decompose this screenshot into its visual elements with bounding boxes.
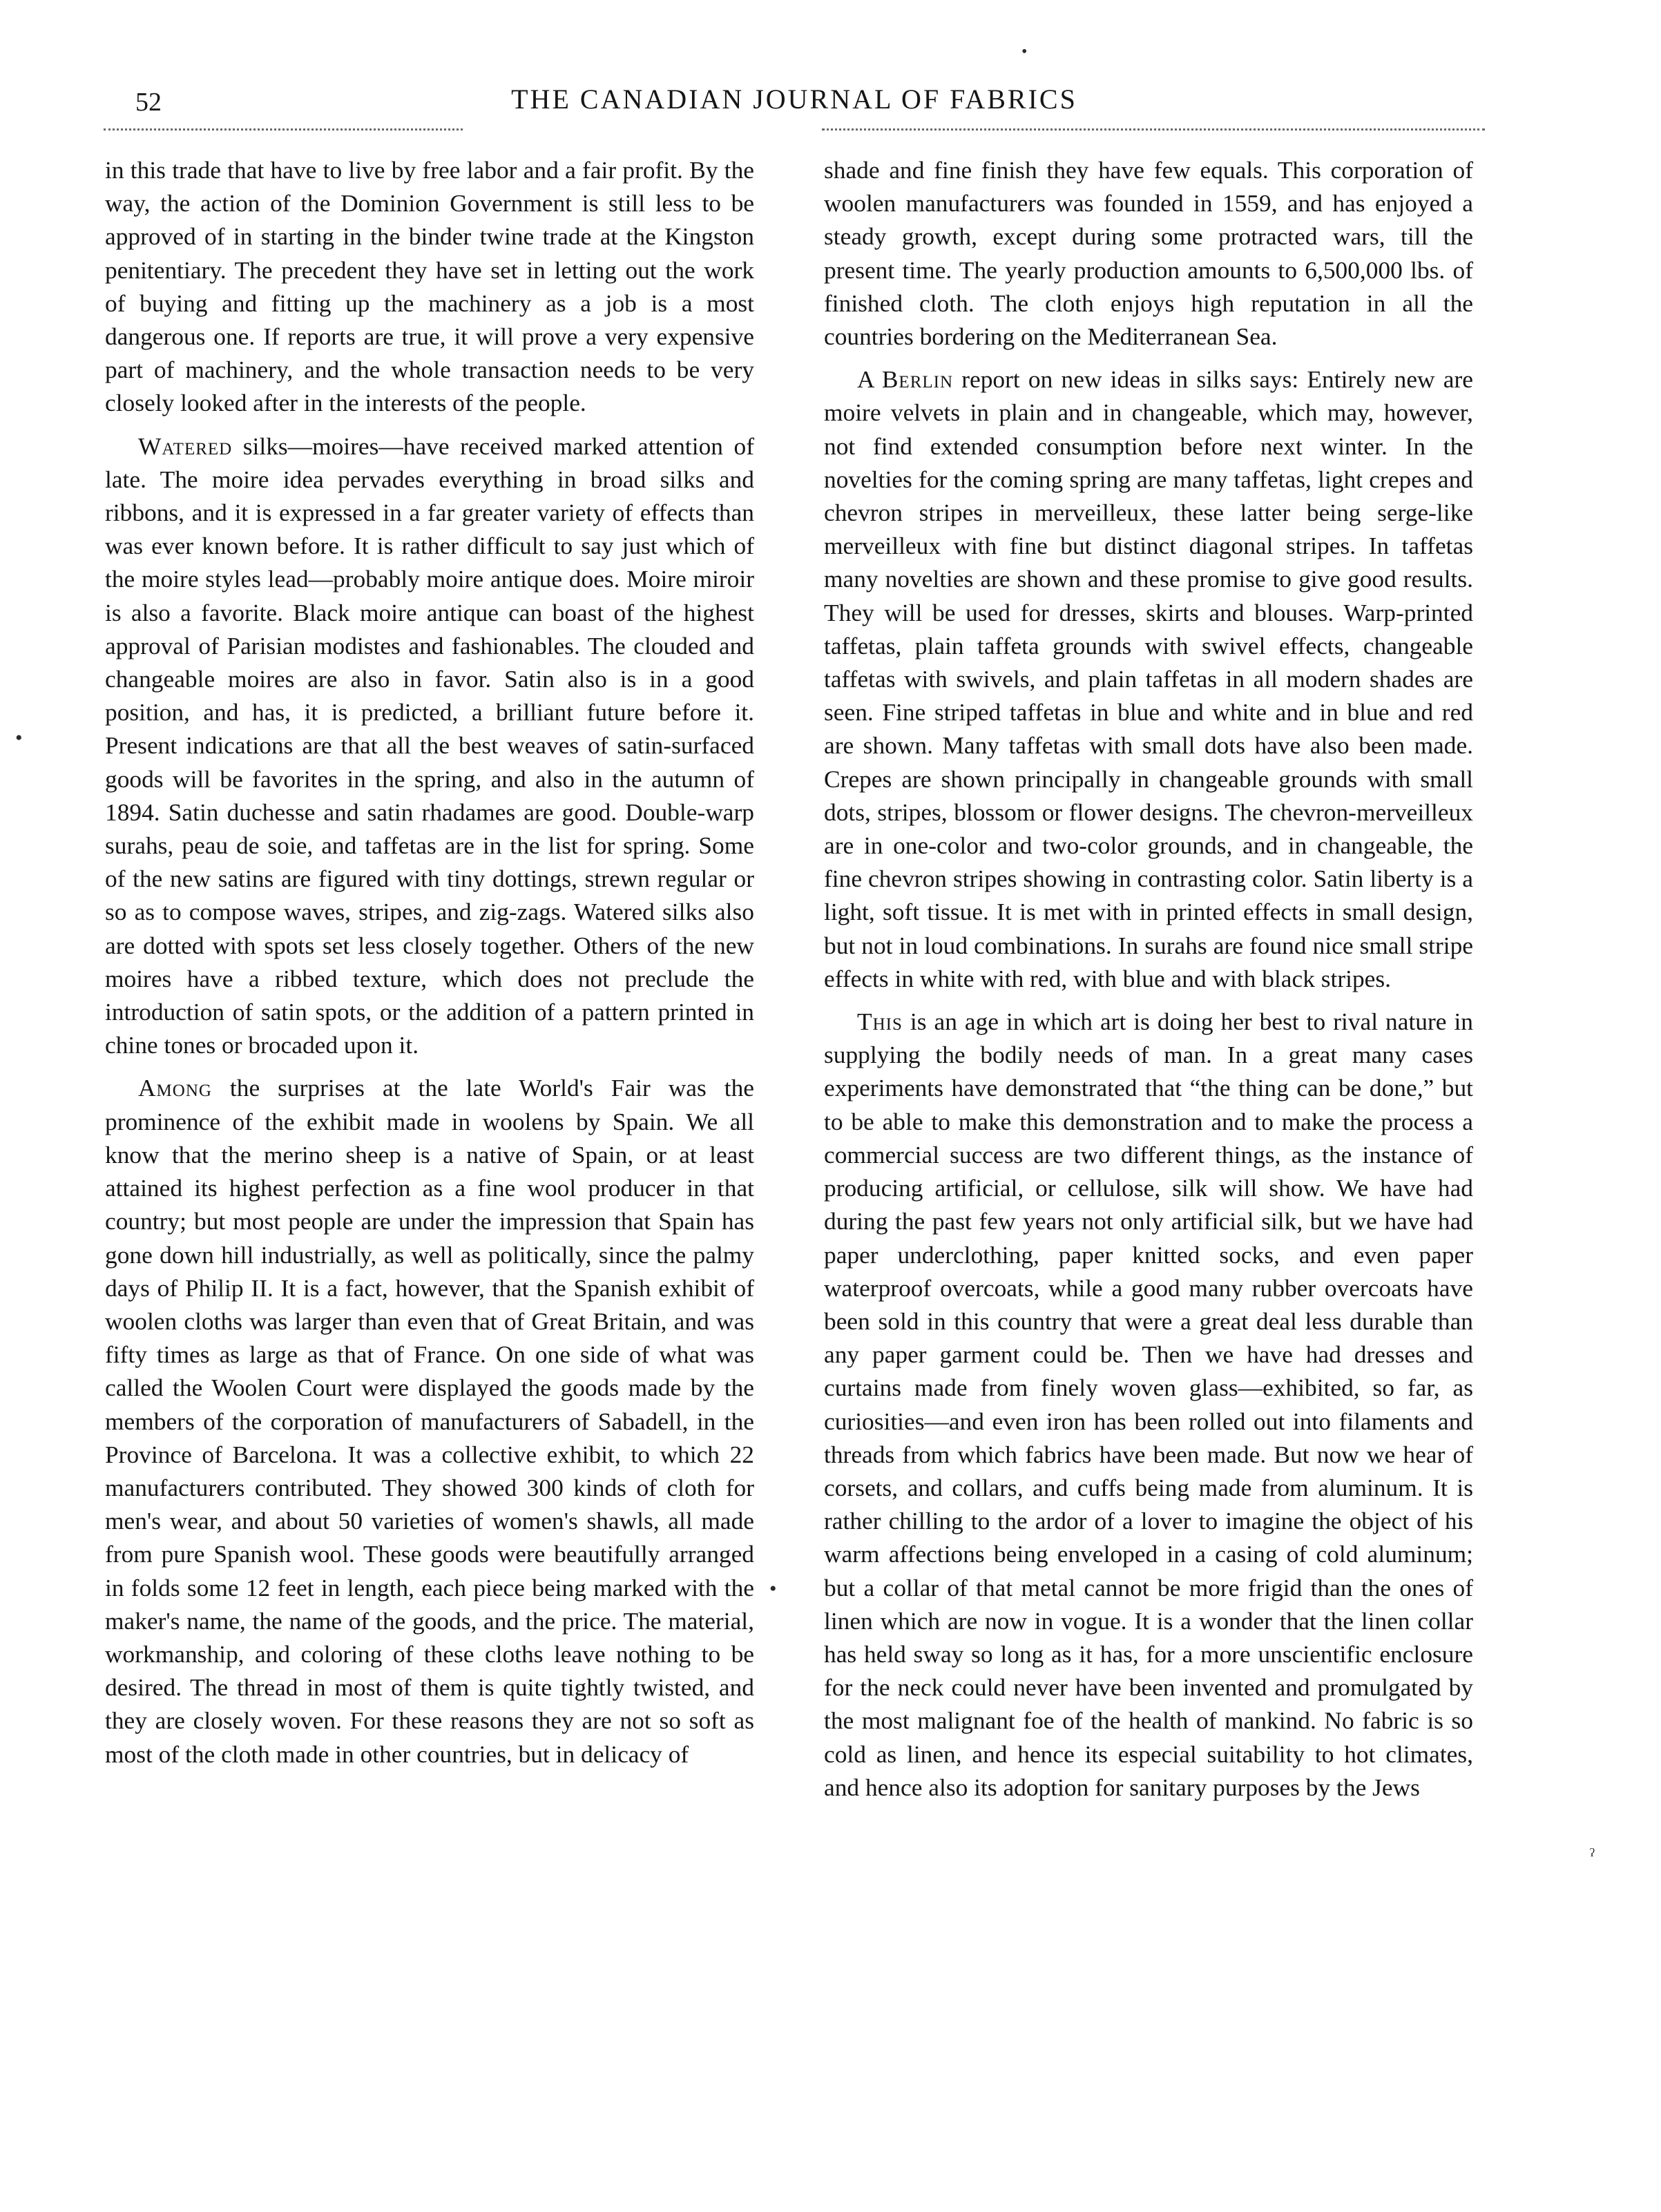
left-column bbox=[105, 153, 754, 1780]
stray-tick-mark: ˀ bbox=[1590, 1845, 1595, 1867]
paragraph-lead-word: Berlin bbox=[881, 365, 954, 394]
running-header bbox=[104, 83, 1485, 124]
page-number: 52 bbox=[135, 88, 162, 117]
paragraph-berlin-report bbox=[824, 363, 1473, 995]
paragraph-body: is an age in which art is doing her best to rival nature in supplying the bodily needs of man. In a great many cases experiments have demonstrated that “the thing can be done,” but to be able to make this demonstration and to make the process a commercial success are two different things, as the instance of producing artificial, or cellulose, silk will show. We have had during the past few years not only artificial silk, but we have had paper underclothing, paper knitted socks, and even paper waterproof overcoats, while a good many rubber overcoats have been sold in this country that were a great deal less durable than any paper garment could be. Then we have had dresses and curtains made from finely woven glass—exhibited, so far, as curiosities—and even iron has been rolled out into filaments and threads from which fabrics have been made. But now we hear of corsets, and collars, and cuffs being made from aluminum. It is rather chilling to the ardor of a lover to imagine the object of his warm affections being enveloped in a casing of cold aluminum; but a collar of that metal cannot be more frigid than the ones of linen which are now in vogue. It is a wonder that the linen collar has held sway so long as it has, for a more unscientific enclosure for the neck could never have been invented and promulgated by the most malignant foe of the health of mankind. No fabric is so cold as linen, and hence its especial suitability to hot climates, and hence also its adoption for sanitary purposes by the Jews bbox=[824, 1008, 1473, 1801]
paragraph-body: report on new ideas in silks says: Entirely new are moire velvets in plain and in changeable, which may, however, not find extended consumption before next winter. In the novelties for the coming spring are many taffetas, light crepes and chevron stripes in merveilleux, these latter being serge-like merveilleux with fine but distinct diagonal stripes. In taffetas many novelties are shown and these promise to give good results. They will be used for dresses, skirts and blouses. Warp-printed taffetas, plain taffeta grounds with swivel effects, changeable taffetas with swivels, and plain taffetas in all modern shades are seen. Fine striped taffetas in blue and white and in blue and red are shown. Many taffetas with small dots have also been made. Crepes are shown principally in changeable grounds with small dots, stripes, blossom or flower designs. The chevron-merveilleux are in one-color and two-color grounds, and in changeable, the fine chevron stripes showing in contrasting color. Satin liberty is a light, soft tissue. It is met with in printed effects in small design, but not in loud combinations. In surahs are found nice small stripe effects in white with red, with blue and with black stripes. bbox=[824, 365, 1473, 992]
paragraph-body: the surprises at the late World's Fair was the prominence of the exhibit made in woolens by Spain. We all know that the merino sheep is a native of Spain, or at least attained its highest perfection as a fine wool producer in that country; but most people are under the impression that Spain has gone down hill industrially, as well as politically, since the palmy days of Philip II. It is a fact, however, that the Spanish exhibit of woolen cloths was larger than even that of Great Britain, and was fifty times as large as that of France. On one side of what was called the Woolen Court were displayed the goods made by the members of the corporation of manufacturers of Sabadell, in the Province of Barcelona. It was a collective exhibit, to which 22 manufacturers contributed. They showed 300 kinds of cloth for men's wear, and about 50 varieties of women's shawls, all made from pure Spanish wool. These goods were beautifully arranged in folds some 12 feet in length, each piece being marked with the maker's name, the name of the goods, and the price. The material, workmanship, and coloring of these cloths leave nothing to be desired. The thread in most of them is quite tightly twisted, and they are closely woven. For these reasons they are not so soft as most of the cloth made in other countries, but in delicacy of bbox=[105, 1074, 754, 1768]
stray-dot-mark: • bbox=[1021, 43, 1028, 61]
header-rule-left bbox=[104, 128, 463, 133]
paragraph-prefix: A bbox=[857, 365, 882, 394]
paragraph-worlds-fair bbox=[105, 1071, 754, 1770]
paragraph-lead-word: Watered bbox=[138, 432, 233, 460]
paragraph-lead-word: This bbox=[857, 1008, 903, 1036]
paragraph-lead-word: Among bbox=[138, 1074, 212, 1102]
stray-dot-mark: • bbox=[15, 727, 23, 749]
journal-title: THE CANADIAN JOURNAL OF FABRICS bbox=[511, 84, 1077, 115]
paragraph-binder-twine: in this trade that have to live by free labor and a fair profit. By the way, the action of the Dominion Government is still less to be approved of in starting in the binder twine trade at the Kingston penitentiary. The precedent they have set in letting out the work of buying and fitting up the machinery as a job is a most dangerous one. If reports are true, it will prove a very expensive part of machinery, and the whole transaction needs to be very closely looked after in the interests of the people. bbox=[105, 156, 754, 417]
paragraph-body: silks—moires—have received marked attention of late. The moire idea pervades everything in broad silks and ribbons, and it is expressed in a far greater variety of effects than was ever known before. It is rather difficult to say just which of the moire styles lead—probably moire antique does. Moire miroir is also a favorite. Black moire antique can boast of the highest approval of Parisian modistes and fashionables. The clouded and changeable moires are also in favor. Satin also is in a good position, and has, it is predicted, a brilliant future before it. Present indications are that all the best weaves of satin-surfaced goods will be favorites in the spring, and also in the autumn of 1894. Satin duchesse and satin rhadames are good. Double-warp surahs, peau de soie, and taffetas are in the list for spring. Some of the new satins are figured with tiny dottings, strewn regular or so as to compose waves, stripes, and zig-zags. Watered silks also are dotted with spots set less closely together. Others of the new moires have a ribbed texture, which does not preclude the introduction of satin spots, or the addition of a pattern printed in chine tones or brocaded upon it. bbox=[105, 432, 754, 1059]
right-column bbox=[824, 153, 1473, 1814]
paragraph-art-and-nature bbox=[824, 1005, 1473, 1804]
stray-dot-mark: • bbox=[769, 1577, 777, 1600]
header-rule-right bbox=[822, 128, 1485, 133]
paragraph-watered-silks bbox=[105, 430, 754, 1062]
paragraph-sabadell-corporation: shade and fine finish they have few equals. This corporation of woolen manufacturers was founded in 1559, and has enjoyed a steady growth, except during some protracted wars, till the present time. The yearly production amounts to 6,500,000 lbs. of finished cloth. The cloth enjoys high reputation in all the countries bordering on the Mediterranean Sea. bbox=[824, 156, 1473, 351]
